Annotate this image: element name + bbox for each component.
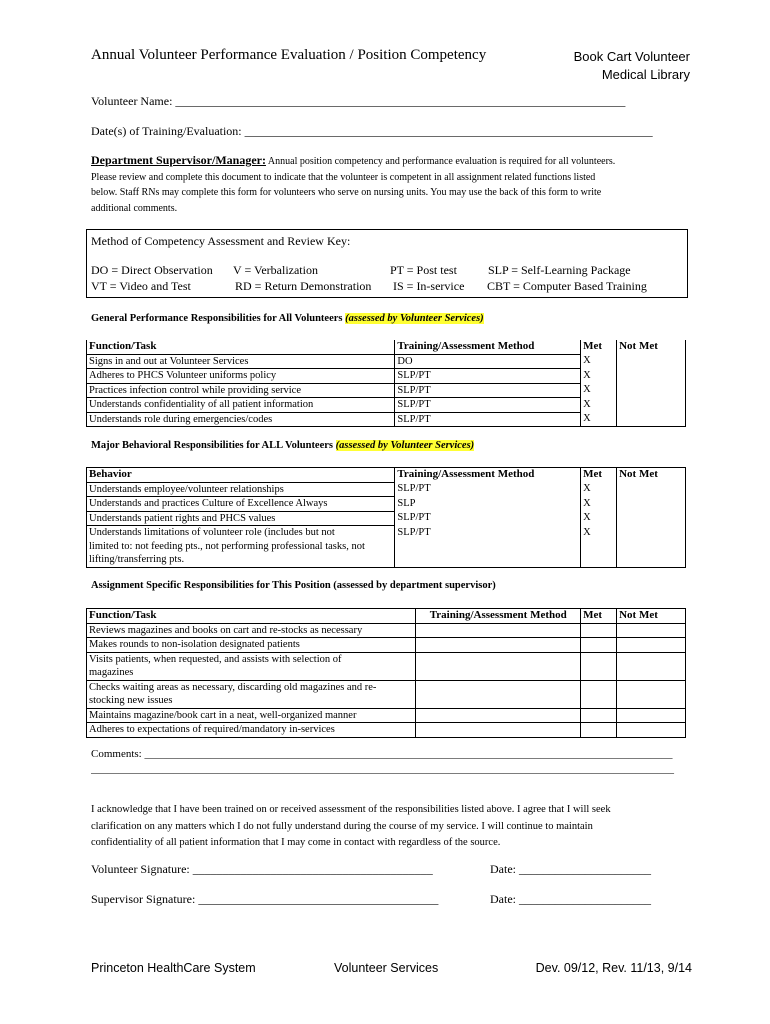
col-header: Behavior: [87, 468, 395, 483]
table-row: [87, 708, 686, 723]
footer-organization: Princeton HealthCare System: [91, 961, 256, 975]
key-rd: RD = Return Demonstration: [235, 279, 372, 293]
task-cell: Adheres to PHCS Volunteer uniforms policy: [87, 369, 395, 384]
not-met-cell[interactable]: [617, 383, 686, 398]
section3-table: [86, 608, 686, 738]
met-cell[interactable]: X: [581, 398, 617, 413]
behavior-cell: Understands and practices Culture of Excellence Always: [87, 497, 395, 512]
met-cell[interactable]: [581, 723, 617, 738]
col-header: Not Met: [617, 468, 686, 483]
task-cell: Makes rounds to non-isolation designated patients: [87, 638, 416, 653]
not-met-cell[interactable]: [617, 652, 686, 680]
table-row: [87, 680, 686, 708]
table-row: [87, 526, 686, 568]
position-block: [560, 48, 690, 84]
volunteer-signature-field[interactable]: Volunteer Signature: ________________________________________: [91, 862, 433, 876]
table-row: [87, 398, 686, 413]
acknowledgement-line-1: I acknowledge that I have been trained on or received assessment of the responsibilities listed above. I agree that I will seek: [91, 804, 611, 815]
comments-field[interactable]: Comments: ________________________________________________________________________________________________: [91, 748, 673, 760]
not-met-cell[interactable]: [617, 482, 686, 497]
key-pt: PT = Post test: [390, 263, 457, 277]
method-cell: SLP/PT: [395, 526, 581, 568]
comments-line-2[interactable]: __________________________________________________________________________________________________________: [91, 763, 674, 775]
task-cell: Practices infection control while providing service: [87, 383, 395, 398]
table-row: [87, 482, 686, 497]
key-do: DO = Direct Observation: [91, 263, 213, 277]
dates-field[interactable]: Date(s) of Training/Evaluation: ____________________________________________________________________: [91, 124, 653, 138]
department-name: Medical Library: [601, 67, 690, 82]
table-row: [87, 354, 686, 369]
col-header: Met: [581, 609, 617, 624]
col-header: Training/Assessment Method: [416, 609, 581, 624]
section2-title-text: Major Behavioral Responsibilities for ALL Volunteers: [91, 440, 336, 451]
key-is: IS = In-service: [393, 279, 465, 293]
col-header: Function/Task: [87, 609, 416, 624]
task-line: Checks waiting areas as necessary, discarding old magazines and re-: [89, 681, 377, 693]
volunteer-name-field[interactable]: Volunteer Name: ___________________________________________________________________________: [91, 94, 626, 108]
behavior-cell: Understands employee/volunteer relationships: [87, 482, 395, 497]
table-row: [87, 511, 686, 526]
method-cell: SLP: [395, 497, 581, 512]
volunteer-date-field[interactable]: Date: ______________________: [490, 862, 651, 876]
met-cell[interactable]: [581, 680, 617, 708]
table-header: [87, 468, 686, 483]
supervisor-signature-field[interactable]: Supervisor Signature: ________________________________________: [91, 892, 439, 906]
behavior-line: lifting/transferring pts.: [89, 554, 185, 565]
task-line: Visits patients, when requested, and assists with selection of: [89, 653, 342, 665]
task-line: magazines: [89, 667, 134, 678]
instructions-line-3: below. Staff RNs may complete this form for volunteers who serve on nursing units. You may use the back of this form to write: [91, 187, 602, 198]
met-cell[interactable]: [581, 708, 617, 723]
assessment-key-title: Method of Competency Assessment and Review Key:: [91, 234, 351, 248]
assessment-key-box: [86, 229, 688, 298]
task-cell: Adheres to expectations of required/mandatory in-services: [87, 723, 416, 738]
col-header: Met: [581, 468, 617, 483]
behavior-line: Understands limitations of volunteer role (includes but not: [89, 527, 335, 538]
method-cell: SLP/PT: [395, 383, 581, 398]
acknowledgement-line-3: confidentiality of all patient information that I may come in contact with regardless of the source.: [91, 837, 501, 848]
method-cell[interactable]: [416, 652, 581, 680]
not-met-cell[interactable]: [617, 354, 686, 369]
acknowledgement-line-2: clarification on any matters which I do not fully understand during the course of my service. I will continue to maintain: [91, 820, 593, 832]
key-slp: SLP = Self-Learning Package: [488, 263, 631, 277]
not-met-cell[interactable]: [617, 526, 686, 568]
method-cell: SLP/PT: [395, 398, 581, 413]
not-met-cell[interactable]: [617, 511, 686, 526]
method-cell[interactable]: [416, 680, 581, 708]
met-cell[interactable]: X: [581, 511, 617, 526]
met-cell[interactable]: [581, 652, 617, 680]
section2-table: [86, 467, 686, 568]
met-cell[interactable]: [581, 623, 617, 638]
method-cell: SLP/PT: [395, 511, 581, 526]
met-cell[interactable]: X: [581, 369, 617, 384]
met-cell[interactable]: X: [581, 354, 617, 369]
col-header: Training/Assessment Method: [395, 468, 581, 483]
task-cell: Understands confidentiality of all patient information: [87, 398, 395, 413]
not-met-cell[interactable]: [617, 398, 686, 413]
behavior-cell: Understands patient rights and PHCS values: [87, 511, 395, 526]
section1-title: [91, 313, 484, 324]
instructions-heading: Department Supervisor/Manager:: [91, 153, 266, 167]
method-cell: SLP/PT: [395, 412, 581, 427]
table-row: [87, 412, 686, 427]
section1-table: [86, 340, 686, 427]
section2-title: [91, 440, 474, 451]
section1-highlight: (assessed by Volunteer Services): [345, 313, 484, 324]
not-met-cell[interactable]: [617, 497, 686, 512]
task-cell: Reviews magazines and books on cart and re-stocks as necessary: [87, 623, 416, 638]
task-cell: Understands role during emergencies/codes: [87, 412, 395, 427]
table-row: [87, 383, 686, 398]
table-header: [87, 609, 686, 624]
footer-revision: Dev. 09/12, Rev. 11/13, 9/14: [535, 961, 692, 975]
supervisor-date-field[interactable]: Date: ______________________: [490, 892, 651, 906]
task-cell: Maintains magazine/book cart in a neat, well-organized manner: [87, 708, 416, 723]
met-cell[interactable]: X: [581, 412, 617, 427]
table-row: [87, 369, 686, 384]
behavior-line: limited to: not feeding pts., not performing professional tasks, not: [89, 540, 365, 552]
col-header: Not Met: [617, 340, 686, 354]
met-cell[interactable]: X: [581, 497, 617, 512]
table-header: [87, 340, 686, 354]
method-cell[interactable]: [416, 723, 581, 738]
met-cell[interactable]: X: [581, 383, 617, 398]
behavior-cell: [87, 526, 395, 568]
met-cell[interactable]: X: [581, 526, 617, 568]
not-met-cell[interactable]: [617, 680, 686, 708]
col-header: Function/Task: [87, 340, 395, 354]
key-v: V = Verbalization: [233, 263, 318, 277]
col-header: Not Met: [617, 609, 686, 624]
instructions-line-2: Please review and complete this document to indicate that the volunteer is competent in all assignment related functions listed: [91, 171, 596, 183]
key-cbt: CBT = Computer Based Training: [487, 279, 647, 293]
table-row: [87, 497, 686, 512]
not-met-cell[interactable]: [617, 723, 686, 738]
method-cell[interactable]: [416, 623, 581, 638]
section1-title-text: General Performance Responsibilities for All Volunteers: [91, 313, 346, 324]
instructions-line-1: Annual position competency and performance evaluation is required for all volunteers.: [265, 156, 616, 167]
instructions-line-4: additional comments.: [91, 202, 178, 214]
task-cell: Signs in and out at Volunteer Services: [87, 354, 395, 369]
key-vt: VT = Video and Test: [91, 279, 191, 293]
section3-title: Assignment Specific Responsibilities for This Position (assessed by department supervisor): [91, 580, 496, 591]
not-met-cell[interactable]: [617, 623, 686, 638]
footer-department: Volunteer Services: [334, 961, 439, 975]
method-cell: DO: [395, 354, 581, 369]
method-cell[interactable]: [416, 708, 581, 723]
table-row: [87, 623, 686, 638]
position-name: Book Cart Volunteer: [573, 49, 690, 64]
col-header: Training/Assessment Method: [395, 340, 581, 354]
col-header: Met: [581, 340, 617, 354]
task-cell: [87, 652, 416, 680]
not-met-cell[interactable]: [617, 412, 686, 427]
task-cell: [87, 680, 416, 708]
not-met-cell[interactable]: [617, 638, 686, 653]
table-row: [87, 652, 686, 680]
method-cell: SLP/PT: [395, 482, 581, 497]
instructions: [91, 153, 691, 216]
not-met-cell[interactable]: [617, 708, 686, 723]
met-cell[interactable]: [581, 638, 617, 653]
method-cell[interactable]: [416, 638, 581, 653]
task-line: stocking new issues: [89, 695, 173, 706]
acknowledgement: [91, 802, 691, 852]
not-met-cell[interactable]: [617, 369, 686, 384]
met-cell[interactable]: X: [581, 482, 617, 497]
section2-highlight: (assessed by Volunteer Services): [335, 440, 475, 451]
table-row: [87, 723, 686, 738]
table-row: [87, 638, 686, 653]
document-title: Annual Volunteer Performance Evaluation / Position Competency: [91, 47, 487, 63]
method-cell: SLP/PT: [395, 369, 581, 384]
